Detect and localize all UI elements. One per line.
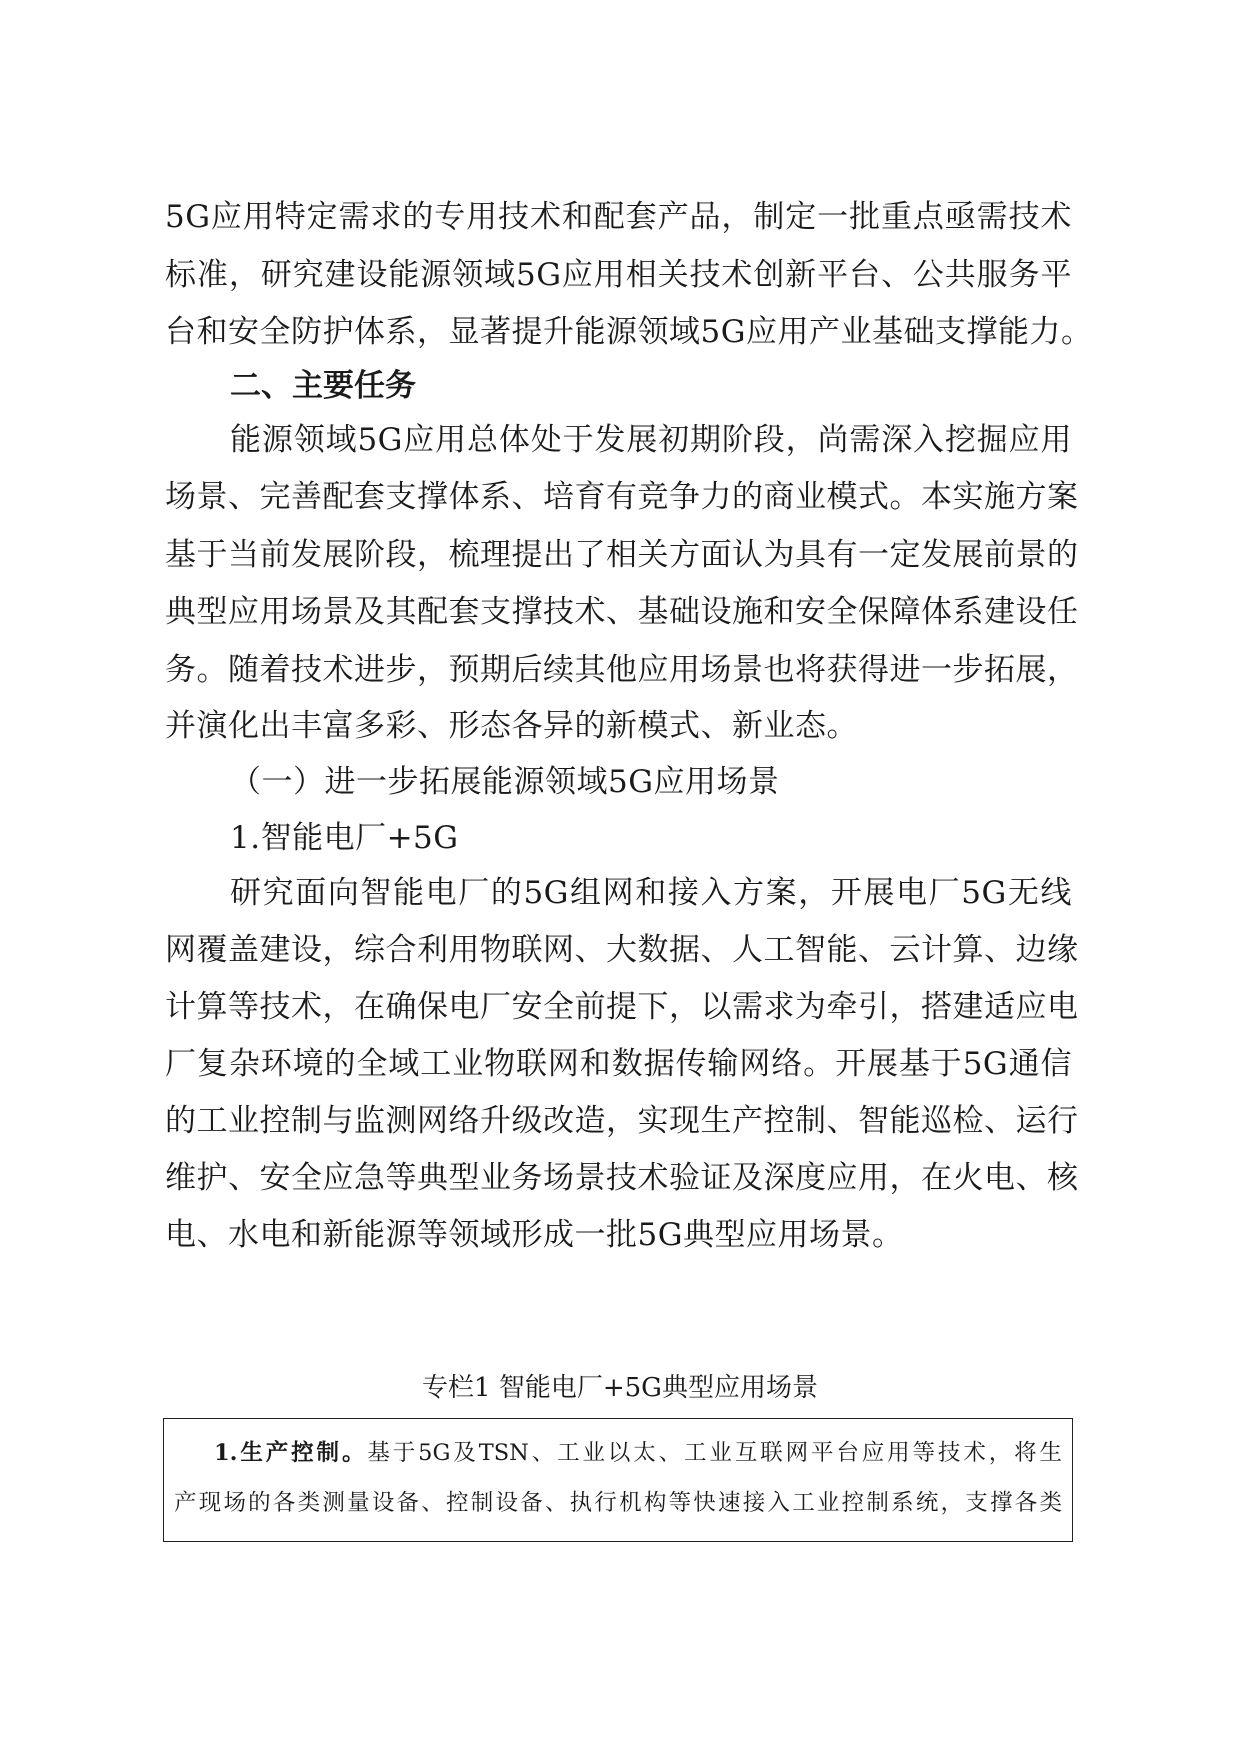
box-line-1 bbox=[214, 1437, 1062, 1469]
column-box bbox=[163, 1418, 1073, 1542]
box-title: 专栏1 智能电厂+5G典型应用场景 bbox=[422, 1373, 818, 1403]
section-heading: 二、主要任务 bbox=[230, 368, 416, 404]
tasks-line-3: 基于当前发展阶段，梳理提出了相关方面认为具有一定发展前景的 bbox=[165, 537, 1079, 573]
plant-line-4: 厂复杂环境的全域工业物联网和数据传输网络。开展基于5G通信 bbox=[165, 1046, 1072, 1082]
plant-line-5: 的工业控制与监测网络升级改造，实现生产控制、智能巡检、运行 bbox=[165, 1103, 1079, 1139]
tasks-line-4: 典型应用场景及其配套支撑技术、基础设施和安全保障体系建设任 bbox=[165, 594, 1079, 630]
plant-line-2: 网覆盖建设，综合利用物联网、大数据、人工智能、云计算、边缘 bbox=[165, 932, 1079, 968]
box-line-1-text: 基于5G及TSN、工业以太、工业互联网平台应用等技术，将生 bbox=[367, 1440, 1062, 1466]
box-line-2: 产现场的各类测量设备、控制设备、执行机构等快速接入工业控制系统，支撑各类 bbox=[174, 1490, 1062, 1516]
plant-line-1: 研究面向智能电厂的5G组网和接入方案，开展电厂5G无线 bbox=[230, 875, 1072, 911]
subsection-heading: （一）进一步拓展能源领域5G应用场景 bbox=[230, 764, 780, 800]
tasks-line-2: 场景、完善配套支撑体系、培育有竞争力的商业模式。本实施方案 bbox=[165, 479, 1079, 515]
intro-line-2: 标准，研究建设能源领域5G应用相关技术创新平台、公共服务平 bbox=[165, 257, 1072, 293]
intro-line-1: 5G应用特定需求的专用技术和配套产品，制定一批重点亟需技术 bbox=[165, 199, 1072, 235]
tasks-line-6: 并演化出丰富多彩、形态各异的新模式、新业态。 bbox=[165, 708, 858, 744]
intro-line-3: 台和安全防护体系，显著提升能源领域5G应用产业基础支撑能力。 bbox=[165, 314, 1093, 350]
plant-line-6: 维护、安全应急等典型业务场景技术验证及深度应用，在火电、核 bbox=[165, 1160, 1079, 1196]
tasks-line-5: 务。随着技术进步，预期后续其他应用场景也将获得进一步拓展， bbox=[165, 652, 1079, 688]
plant-line-7: 电、水电和新能源等领域形成一批5G典型应用场景。 bbox=[165, 1217, 904, 1253]
plant-line-3: 计算等技术，在确保电厂安全前提下，以需求为牵引，搭建适应电 bbox=[165, 989, 1079, 1025]
box-lead: 1.生产控制。 bbox=[214, 1440, 368, 1466]
tasks-line-1: 能源领域5G应用总体处于发展初期阶段，尚需深入挖掘应用 bbox=[230, 422, 1072, 458]
item-heading: 1.智能电厂+5G bbox=[230, 820, 459, 856]
